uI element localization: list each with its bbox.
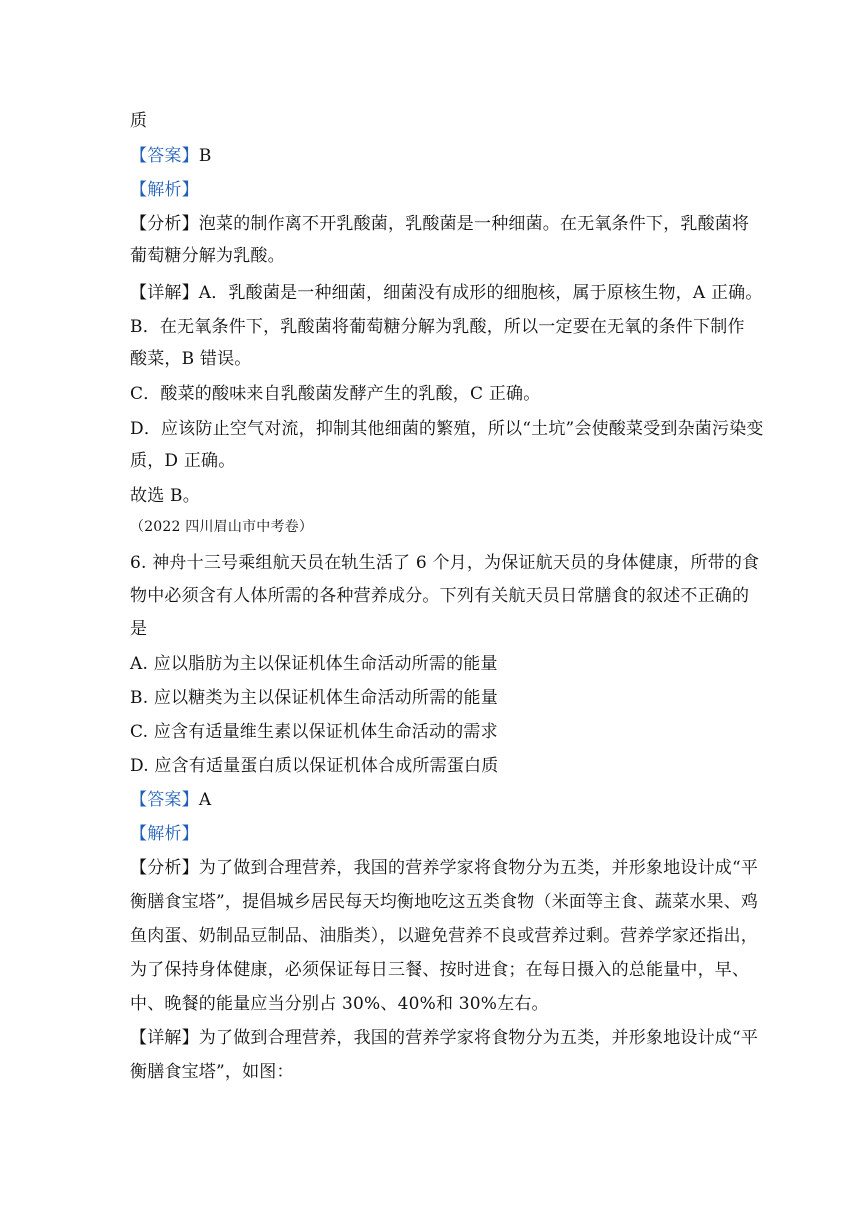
- option-d: D. 应含有适量蛋白质以保证机体合成所需蛋白质: [130, 756, 499, 776]
- answer-value: B: [198, 146, 212, 166]
- text-line: 衡膳食宝塔”，如图：: [130, 1062, 294, 1082]
- analysis-heading: 【解析】: [130, 824, 199, 844]
- text-line: 酸菜，B 错误。: [130, 349, 252, 369]
- text-line: 【详解】A．乳酸菌是一种细菌，细菌没有成形的细胞核，属于原核生物，A 正确。: [130, 283, 763, 303]
- answer-tag: 【答案】: [130, 790, 199, 810]
- option-a: A. 应以脂肪为主以保证机体生命活动所需的能量: [130, 654, 498, 674]
- option-c: C. 应含有适量维生素以保证机体生命活动的需求: [130, 722, 498, 742]
- source-note: （2022 四川眉山市中考卷）: [130, 519, 314, 535]
- text-line: D．应该防止空气对流，抑制其他细菌的繁殖，所以“土坑”会使酸菜受到杂菌污染变: [130, 419, 764, 439]
- text-line: 【分析】泡菜的制作离不开乳酸菌，乳酸菌是一种细菌。在无氧条件下，乳酸菌将: [130, 214, 750, 234]
- answer-tag: 【答案】: [130, 146, 199, 166]
- text-line: 质，D 正确。: [130, 451, 236, 471]
- text-line: 质: [130, 111, 148, 131]
- text-line: 鱼肉蛋、奶制品豆制品、油脂类），以避免营养不良或营养过剩。营养学家还指出，: [130, 926, 758, 946]
- text-line: 中、晚餐的能量应当分别占 30%、40%和 30%左右。: [130, 994, 549, 1014]
- question-line: 物中必须含有人体所需的各种营养成分。下列有关航天员日常膳食的叙述不正确的: [130, 586, 750, 606]
- text-line: 葡萄糖分解为乳酸。: [130, 246, 285, 266]
- text-line: 故选 B。: [130, 486, 200, 506]
- text-line: B．在无氧条件下，乳酸菌将葡萄糖分解为乳酸，所以一定要在无氧的条件下制作: [130, 317, 745, 337]
- text-line: 为了保持身体健康，必须保证每日三餐、按时进食；在每日摄入的总能量中，早、: [130, 960, 750, 980]
- answer-line: [130, 145, 212, 167]
- analysis-heading: 【解析】: [130, 180, 199, 200]
- question-line: 是: [130, 619, 148, 639]
- option-b: B. 应以糖类为主以保证机体生命活动所需的能量: [130, 688, 498, 708]
- answer-value: A: [198, 790, 212, 810]
- answer-line: [130, 789, 211, 811]
- question-line: 6. 神舟十三号乘组航天员在轨生活了 6 个月，为保证航天员的身体健康，所带的食: [130, 553, 760, 573]
- text-line: 【详解】为了做到合理营养，我国的营养学家将食物分为五类，并形象地设计成“平: [130, 1028, 759, 1048]
- text-line: 【分析】为了做到合理营养，我国的营养学家将食物分为五类，并形象地设计成“平: [130, 858, 759, 878]
- text-line: 衡膳食宝塔”，提倡城乡居民每天均衡地吃这五类食物（米面等主食、蔬菜水果、鸡: [130, 892, 759, 912]
- text-line: C．酸菜的酸味来自乳酸菌发酵产生的乳酸，C 正确。: [130, 384, 541, 404]
